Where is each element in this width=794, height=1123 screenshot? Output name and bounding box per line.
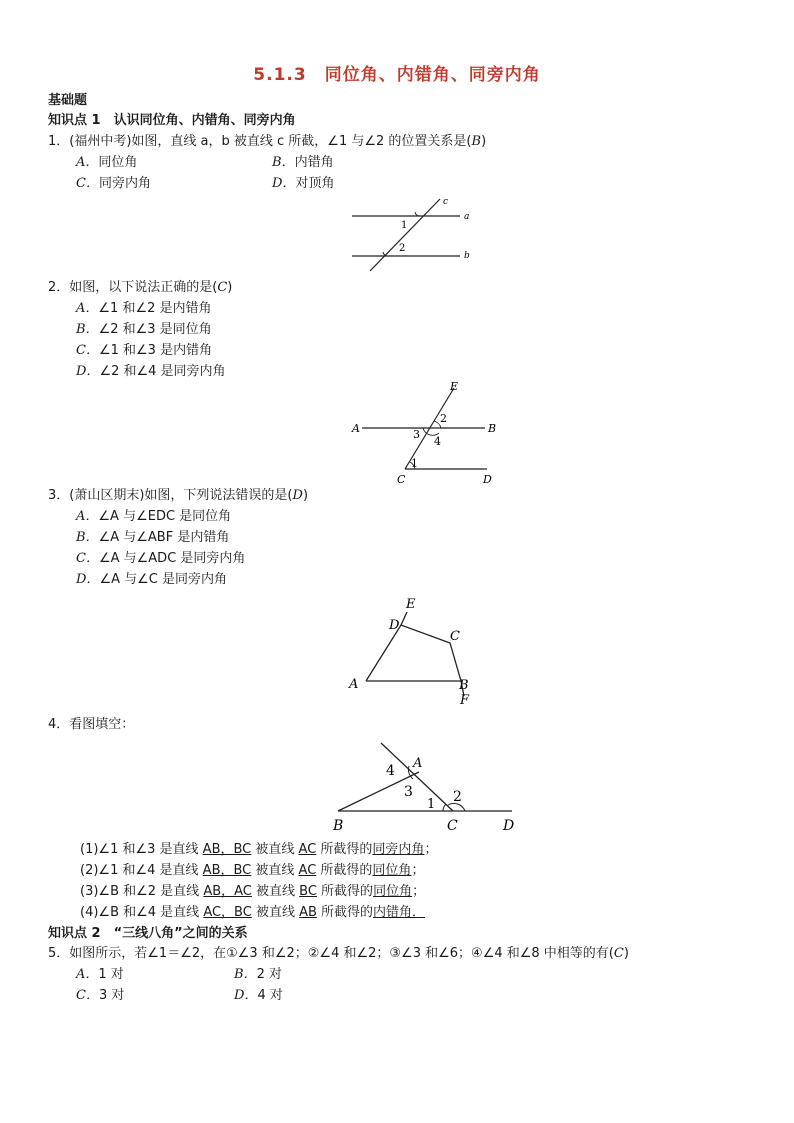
q4-figure	[325, 738, 525, 834]
page-title: 5.1.3 同位角、内错角、同旁内角	[253, 65, 541, 85]
q4-item-3: (3)∠B 和∠2 是直线 AB，AC 被直线 BC 所截得的同位角；	[80, 884, 426, 899]
q2-label-3: 3	[413, 428, 420, 441]
q2-option-d: D．∠2 和∠4 是同旁内角	[76, 364, 226, 379]
q5-option-b: B．2 对	[234, 967, 282, 982]
q1-option-d: D．对顶角	[272, 176, 335, 191]
q2-stem: 2．如图，以下说法正确的是(C)	[48, 280, 233, 295]
q4-answer-1: 同旁内角	[372, 842, 425, 857]
q4-item-2: (2)∠1 和∠4 是直线 AB，BC 被直线 AC 所截得的同位角；	[80, 863, 425, 878]
q1-figure	[340, 195, 480, 273]
q3-stem: 3．(萧山区期末)如图，下列说法错误的是(D)	[48, 488, 309, 503]
q5-answer: C	[613, 946, 624, 961]
q4-label-A: A	[413, 756, 423, 771]
q4-item-4: (4)∠B 和∠4 是直线 AC，BC 被直线 AB 所截得的内错角．	[80, 905, 426, 920]
q3-label-F: F	[460, 693, 470, 708]
q3-option-d: D．∠A 与∠C 是同旁内角	[76, 572, 227, 587]
q2-option-b: B．∠2 和∠3 是同位角	[76, 322, 212, 337]
q2-label-E: E	[450, 380, 459, 393]
q4-label-3: 3	[404, 784, 413, 800]
q4-label-4: 4	[386, 763, 395, 779]
section-heading: 基础题	[48, 93, 88, 108]
q1-option-b: B．内错角	[272, 155, 334, 170]
knowledge-point-2: 知识点 2 “三线八角”之间的关系	[48, 926, 248, 941]
q2-figure	[350, 378, 510, 486]
q1-stem: 1．(福州中考)如图，直线 a，b 被直线 c 所截，∠1 与∠2 的位置关系是(B)	[48, 134, 487, 149]
q1-option-a: A．同位角	[76, 155, 138, 170]
q4-answer-3: 同位角	[373, 884, 413, 899]
q2-answer: C	[217, 280, 228, 295]
q1-label-2: 2	[399, 243, 406, 254]
q1-option-c: C．同旁内角	[76, 176, 151, 191]
q4-label-D: D	[503, 818, 515, 834]
q3-option-b: B．∠A 与∠ABF 是内错角	[76, 530, 230, 545]
q1-answer: B	[471, 134, 482, 149]
q2-label-A: A	[352, 422, 360, 435]
q2-label-1: 1	[411, 457, 418, 470]
q4-label-2: 2	[453, 789, 462, 805]
q3-answer: D	[292, 488, 303, 503]
q3-option-a: A．∠A 与∠EDC 是同位角	[76, 509, 232, 524]
knowledge-point-1: 知识点 1 认识同位角、内错角、同旁内角	[48, 113, 296, 128]
q4-stem: 4．看图填空：	[48, 717, 135, 732]
q3-label-A: A	[349, 677, 359, 692]
q2-option-a: A．∠1 和∠2 是内错角	[76, 301, 212, 316]
q2-label-4: 4	[434, 435, 441, 448]
q4-label-C: C	[447, 818, 458, 834]
q5-option-a: A．1 对	[76, 967, 124, 982]
q5-option-c: C．3 对	[76, 988, 125, 1003]
q2-label-2: 2	[440, 412, 447, 425]
q4-label-1: 1	[427, 797, 436, 812]
q4-label-B: B	[333, 818, 344, 834]
q3-label-E: E	[406, 597, 416, 612]
q3-label-D: D	[389, 618, 400, 633]
q3-option-c: C．∠A 与∠ADC 是同旁内角	[76, 551, 246, 566]
q3-label-C: C	[450, 629, 460, 644]
q1-label-1: 1	[401, 220, 408, 231]
q3-figure	[340, 592, 490, 710]
q2-label-C: C	[397, 473, 406, 486]
q3-label-B: B	[459, 678, 469, 693]
q4-answer-4: 内错角．	[373, 905, 426, 920]
q2-label-B: B	[488, 422, 497, 435]
q5-option-d: D．4 对	[234, 988, 283, 1003]
q1-label-b: b	[464, 251, 470, 261]
q1-label-a: a	[464, 212, 470, 222]
q4-answer-2: 同位角	[372, 863, 412, 878]
q1-label-c: c	[443, 197, 449, 207]
q5-stem: 5．如图所示，若∠1＝∠2，在①∠3 和∠2；②∠4 和∠2；③∠3 和∠6；④∠4 和∠8 中相等的有(C)	[48, 946, 629, 961]
q4-item-1: (1)∠1 和∠3 是直线 AB，BC 被直线 AC 所截得的同旁内角；	[80, 842, 438, 857]
q2-option-c: C．∠1 和∠3 是内错角	[76, 343, 213, 358]
q2-label-D: D	[483, 473, 492, 486]
